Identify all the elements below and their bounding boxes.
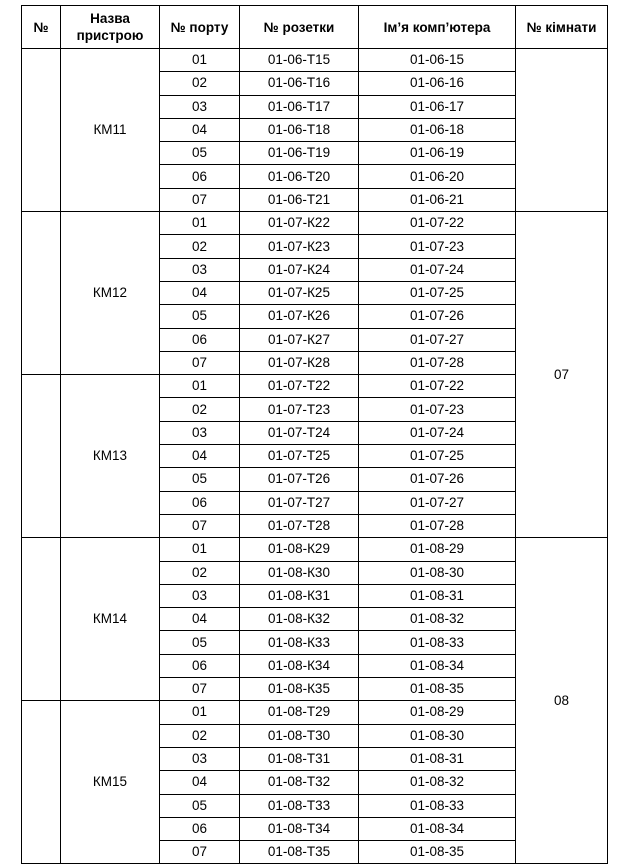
socket-number-cell: 01-08-Т31	[240, 747, 359, 770]
computer-name-cell: 01-08-34	[359, 654, 516, 677]
port-number-cell: 06	[160, 491, 240, 514]
port-number-cell: 02	[160, 72, 240, 95]
computer-name-cell: 01-07-23	[359, 398, 516, 421]
computer-name-cell: 01-07-25	[359, 281, 516, 304]
device-port-table	[21, 5, 608, 864]
computer-name-cell: 01-07-27	[359, 328, 516, 351]
computer-name-cell: 01-07-27	[359, 491, 516, 514]
computer-name-cell: 01-07-22	[359, 375, 516, 398]
port-number-cell: 07	[160, 514, 240, 537]
socket-number-cell: 01-07-Т26	[240, 468, 359, 491]
socket-number-cell: 01-06-Т15	[240, 49, 359, 72]
socket-number-cell: 01-08-Т30	[240, 724, 359, 747]
computer-name-cell: 01-07-26	[359, 305, 516, 328]
computer-name-cell: 01-06-19	[359, 142, 516, 165]
computer-name-cell: 01-08-30	[359, 724, 516, 747]
socket-number-cell: 01-07-К24	[240, 258, 359, 281]
computer-name-cell: 01-08-29	[359, 538, 516, 561]
socket-number-cell: 01-06-Т19	[240, 142, 359, 165]
computer-name-cell: 01-07-24	[359, 258, 516, 281]
port-number-cell: 03	[160, 747, 240, 770]
socket-number-cell: 01-08-Т33	[240, 794, 359, 817]
port-number-cell: 03	[160, 258, 240, 281]
port-number-cell: 07	[160, 678, 240, 701]
port-number-cell: 04	[160, 281, 240, 304]
header-computer-name: Ім’я комп’ютера	[359, 6, 516, 49]
table-row	[22, 212, 608, 235]
header-port-number: № порту	[160, 6, 240, 49]
computer-name-cell: 01-07-25	[359, 445, 516, 468]
socket-number-cell: 01-08-К34	[240, 654, 359, 677]
socket-number-cell: 01-08-К29	[240, 538, 359, 561]
device-number-cell	[22, 212, 61, 375]
socket-number-cell: 01-08-К31	[240, 584, 359, 607]
socket-number-cell: 01-08-Т34	[240, 817, 359, 840]
computer-name-cell: 01-06-16	[359, 72, 516, 95]
computer-name-cell: 01-06-15	[359, 49, 516, 72]
socket-number-cell: 01-08-К32	[240, 608, 359, 631]
port-number-cell: 06	[160, 654, 240, 677]
port-number-cell: 07	[160, 841, 240, 864]
port-number-cell: 02	[160, 561, 240, 584]
port-number-cell: 06	[160, 328, 240, 351]
room-number-cell: 07	[516, 212, 608, 538]
port-number-cell: 03	[160, 421, 240, 444]
socket-number-cell: 01-07-Т28	[240, 514, 359, 537]
computer-name-cell: 01-07-23	[359, 235, 516, 258]
socket-number-cell: 01-07-К22	[240, 212, 359, 235]
socket-number-cell: 01-07-Т24	[240, 421, 359, 444]
room-number-cell: 08	[516, 538, 608, 864]
port-number-cell: 02	[160, 398, 240, 421]
computer-name-cell: 01-08-33	[359, 631, 516, 654]
socket-number-cell: 01-06-Т21	[240, 188, 359, 211]
socket-number-cell: 01-07-Т23	[240, 398, 359, 421]
computer-name-cell: 01-08-32	[359, 608, 516, 631]
socket-number-cell: 01-07-Т22	[240, 375, 359, 398]
port-number-cell: 05	[160, 631, 240, 654]
socket-number-cell: 01-07-К27	[240, 328, 359, 351]
computer-name-cell: 01-08-32	[359, 771, 516, 794]
port-number-cell: 01	[160, 212, 240, 235]
header-socket-number: № розетки	[240, 6, 359, 49]
table-body	[22, 49, 608, 864]
port-number-cell: 01	[160, 538, 240, 561]
table-row	[22, 538, 608, 561]
port-number-cell: 04	[160, 445, 240, 468]
device-number-cell	[22, 701, 61, 864]
computer-name-cell: 01-08-33	[359, 794, 516, 817]
port-number-cell: 03	[160, 584, 240, 607]
computer-name-cell: 01-08-35	[359, 678, 516, 701]
socket-number-cell: 01-06-Т16	[240, 72, 359, 95]
socket-number-cell: 01-06-Т20	[240, 165, 359, 188]
computer-name-cell: 01-08-35	[359, 841, 516, 864]
port-number-cell: 07	[160, 188, 240, 211]
port-number-cell: 01	[160, 701, 240, 724]
device-name-cell: КМ11	[61, 49, 160, 212]
port-number-cell: 02	[160, 724, 240, 747]
port-number-cell: 02	[160, 235, 240, 258]
port-number-cell: 05	[160, 305, 240, 328]
device-number-cell	[22, 538, 61, 701]
computer-name-cell: 01-08-31	[359, 747, 516, 770]
computer-name-cell: 01-07-28	[359, 351, 516, 374]
device-name-cell: КМ13	[61, 375, 160, 538]
port-number-cell: 05	[160, 794, 240, 817]
socket-number-cell: 01-08-Т35	[240, 841, 359, 864]
socket-number-cell: 01-06-Т18	[240, 118, 359, 141]
computer-name-cell: 01-06-20	[359, 165, 516, 188]
port-number-cell: 05	[160, 468, 240, 491]
computer-name-cell: 01-08-34	[359, 817, 516, 840]
port-number-cell: 01	[160, 49, 240, 72]
port-number-cell: 06	[160, 165, 240, 188]
socket-number-cell: 01-07-Т25	[240, 445, 359, 468]
computer-name-cell: 01-08-30	[359, 561, 516, 584]
computer-name-cell: 01-07-22	[359, 212, 516, 235]
port-number-cell: 04	[160, 118, 240, 141]
device-name-cell: КМ12	[61, 212, 160, 375]
device-name-cell: КМ14	[61, 538, 160, 701]
port-number-cell: 01	[160, 375, 240, 398]
device-name-cell: КМ15	[61, 701, 160, 864]
computer-name-cell: 01-07-26	[359, 468, 516, 491]
table-row	[22, 49, 608, 72]
header-room-number: № кімнати	[516, 6, 608, 49]
device-number-cell	[22, 49, 61, 212]
socket-number-cell: 01-08-Т29	[240, 701, 359, 724]
socket-number-cell: 01-07-К25	[240, 281, 359, 304]
port-number-cell: 04	[160, 608, 240, 631]
computer-name-cell: 01-06-21	[359, 188, 516, 211]
socket-number-cell: 01-07-К26	[240, 305, 359, 328]
computer-name-cell: 01-08-29	[359, 701, 516, 724]
computer-name-cell: 01-06-17	[359, 95, 516, 118]
header-device-name: Назва пристрою	[61, 6, 160, 49]
computer-name-cell: 01-07-24	[359, 421, 516, 444]
computer-name-cell: 01-07-28	[359, 514, 516, 537]
socket-number-cell: 01-07-К23	[240, 235, 359, 258]
table-header-row	[22, 6, 608, 49]
socket-number-cell: 01-08-К35	[240, 678, 359, 701]
socket-number-cell: 01-07-Т27	[240, 491, 359, 514]
device-number-cell	[22, 375, 61, 538]
port-number-cell: 04	[160, 771, 240, 794]
computer-name-cell: 01-06-18	[359, 118, 516, 141]
socket-number-cell: 01-08-Т32	[240, 771, 359, 794]
socket-number-cell: 01-08-К30	[240, 561, 359, 584]
port-number-cell: 07	[160, 351, 240, 374]
port-number-cell: 05	[160, 142, 240, 165]
port-number-cell: 03	[160, 95, 240, 118]
header-number: №	[22, 6, 61, 49]
socket-number-cell: 01-07-К28	[240, 351, 359, 374]
socket-number-cell: 01-06-Т17	[240, 95, 359, 118]
port-number-cell: 06	[160, 817, 240, 840]
room-number-cell	[516, 49, 608, 212]
socket-number-cell: 01-08-К33	[240, 631, 359, 654]
computer-name-cell: 01-08-31	[359, 584, 516, 607]
